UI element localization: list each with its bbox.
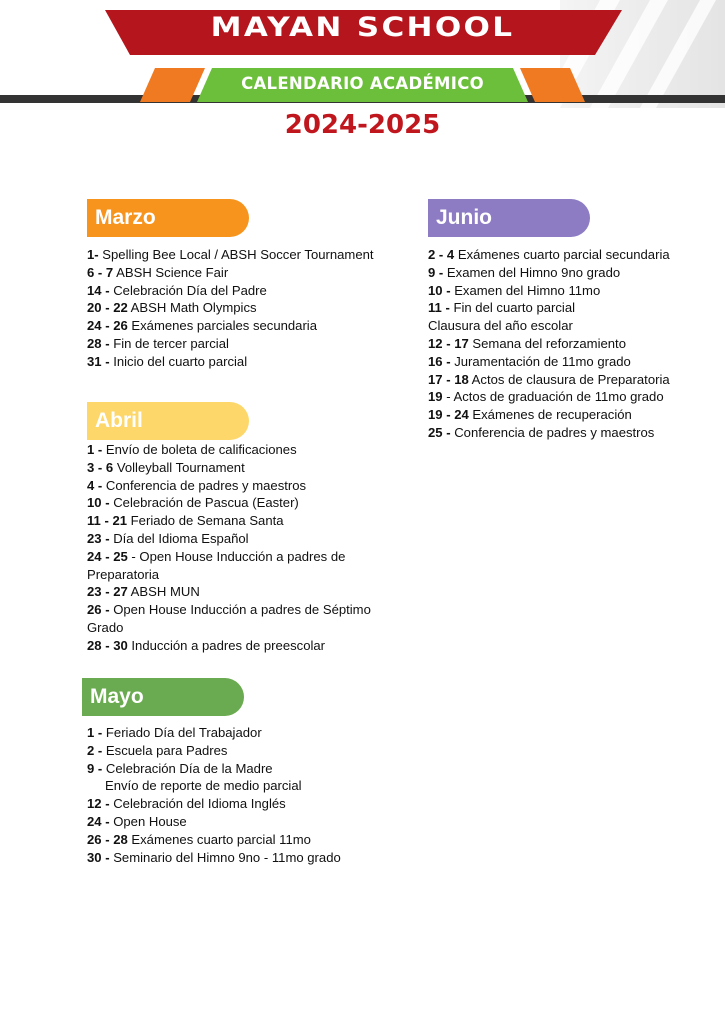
event-item [87,335,374,353]
event-item [87,724,341,742]
event-item [87,353,374,371]
event-item [87,849,341,867]
event-text: Envío de reporte de medio parcial [105,778,302,794]
header-banner [0,0,725,140]
school-year: 2024-2025 [284,110,441,140]
event-date: 23 - [87,530,110,546]
event-text: Celebración de Pascua (Easter) [109,495,299,511]
event-item [87,548,371,566]
event-date: 11 - 21 [87,513,128,529]
event-date: 31 - [87,353,110,369]
event-date: 6 - 7 [87,264,114,280]
event-date: 12 - 17 [428,335,469,351]
event-text: Seminario del Himno 9no - 11mo grado [109,849,341,865]
event-item [428,388,670,406]
event-text: Examen del Himno 9no grado [443,264,621,280]
events-list-mayo [87,724,341,866]
event-text: Exámenes de recuperación [468,407,632,423]
month-header-junio: Junio [428,199,590,237]
event-date: 25 - [428,424,451,440]
event-date: 28 - [87,335,110,351]
event-text: Escuela para Padres [102,742,228,758]
event-text: ABSH Science Fair [113,264,229,280]
event-item [87,282,374,300]
event-text: Celebración Día de la Madre [102,760,273,776]
event-date: 1- [87,247,99,262]
event-text: Preparatoria [87,566,160,582]
event-text: Fin del cuarto parcial [449,300,576,316]
event-item [428,282,670,300]
event-date: 1 - [87,442,103,457]
event-date: 3 - 6 [87,459,114,475]
event-date: 26 - [87,602,110,618]
event-text: Celebración del Idioma Inglés [109,796,286,812]
event-date: 28 - 30 [87,637,128,653]
event-date: 9 - [87,760,103,776]
event-date: 10 - [87,495,110,511]
event-text: - Open House Inducción a padres de [127,548,346,564]
event-text: ABSH MUN [127,584,200,600]
event-item [87,530,371,548]
event-text: Spelling Bee Local / ABSH Soccer Tournament [98,247,374,262]
event-date: 19 [428,389,443,405]
event-item [87,813,341,831]
event-date: 1 - [87,725,103,740]
event-date: 10 - [428,282,451,298]
event-text: Día del Idioma Español [109,530,249,546]
event-date: 9 - [428,264,444,280]
event-text: Open House Inducción a padres de Séptimo [109,602,371,618]
event-date: 26 - 28 [87,831,128,847]
event-text: Open House [109,813,187,829]
event-date: 24 - [87,813,110,829]
event-item [428,371,670,389]
month-header-marzo: Marzo [87,199,249,237]
event-item [87,742,341,760]
event-item [87,619,371,637]
event-item [87,831,341,849]
event-item [87,477,371,495]
school-name: MAYAN SCHOOL [210,12,515,43]
event-date: 14 - [87,282,110,298]
event-text: Examen del Himno 11mo [450,282,601,298]
calendar-title: CALENDARIO ACADÉMICO [241,74,484,93]
event-date: 11 - [428,300,450,316]
event-text: Feriado Día del Trabajador [102,725,262,740]
event-item [87,760,341,778]
event-item [87,317,374,335]
event-item [87,637,371,655]
event-item [87,512,371,530]
event-text: Inducción a padres de preescolar [127,637,326,653]
event-item [428,317,670,335]
event-text: - Actos de graduación de 11mo grado [442,389,664,405]
event-text: Clausura del año escolar [428,318,573,334]
event-date: 20 - 22 [87,300,128,316]
event-text: Celebración Día del Padre [109,282,267,298]
events-list-junio [428,246,670,442]
events-list-abril [87,441,371,655]
event-text: Semana del reforzamiento [468,335,626,351]
events-list-marzo [87,246,374,371]
event-date: 24 - 26 [87,318,128,334]
event-item [87,264,374,282]
event-text: Feriado de Semana Santa [127,513,284,529]
event-text: Exámenes cuarto parcial 11mo [127,831,311,847]
event-item [428,264,670,282]
event-item [87,777,341,795]
event-text: Actos de clausura de Preparatoria [468,371,670,387]
event-item [87,583,371,601]
event-date: 19 - 24 [428,407,469,423]
event-item [87,299,374,317]
event-text: Envío de boleta de calificaciones [102,442,297,457]
event-item [87,494,371,512]
event-text: Exámenes cuarto parcial secundaria [454,247,670,262]
event-text: Volleyball Tournament [113,459,245,475]
event-text: Fin de tercer parcial [109,335,229,351]
event-date: 24 - 25 [87,548,128,564]
event-date: 2 - 4 [428,247,455,262]
event-date: 16 - [428,353,451,369]
month-header-abril: Abril [87,402,249,440]
event-date: 2 - [87,742,103,758]
event-item [87,795,341,813]
event-date: 23 - 27 [87,584,128,600]
month-header-mayo: Mayo [82,678,244,716]
event-item [87,566,371,584]
event-date: 30 - [87,849,110,865]
event-item [428,353,670,371]
event-date: 17 - 18 [428,371,469,387]
event-text: Conferencia de padres y maestros [102,477,307,493]
event-date: 12 - [87,796,110,812]
event-item [428,299,670,317]
event-text: Grado [87,619,124,635]
event-item [428,246,670,264]
event-item [428,424,670,442]
event-item [87,246,374,264]
event-item [87,441,371,459]
event-item [428,335,670,353]
event-text: Conferencia de padres y maestros [450,424,655,440]
event-item [87,459,371,477]
event-item [87,601,371,619]
event-text: Inicio del cuarto parcial [109,353,248,369]
event-text: ABSH Math Olympics [127,300,257,316]
event-text: Exámenes parciales secundaria [127,318,317,334]
event-text: Juramentación de 11mo grado [450,353,631,369]
event-date: 4 - [87,477,103,493]
event-item [428,406,670,424]
